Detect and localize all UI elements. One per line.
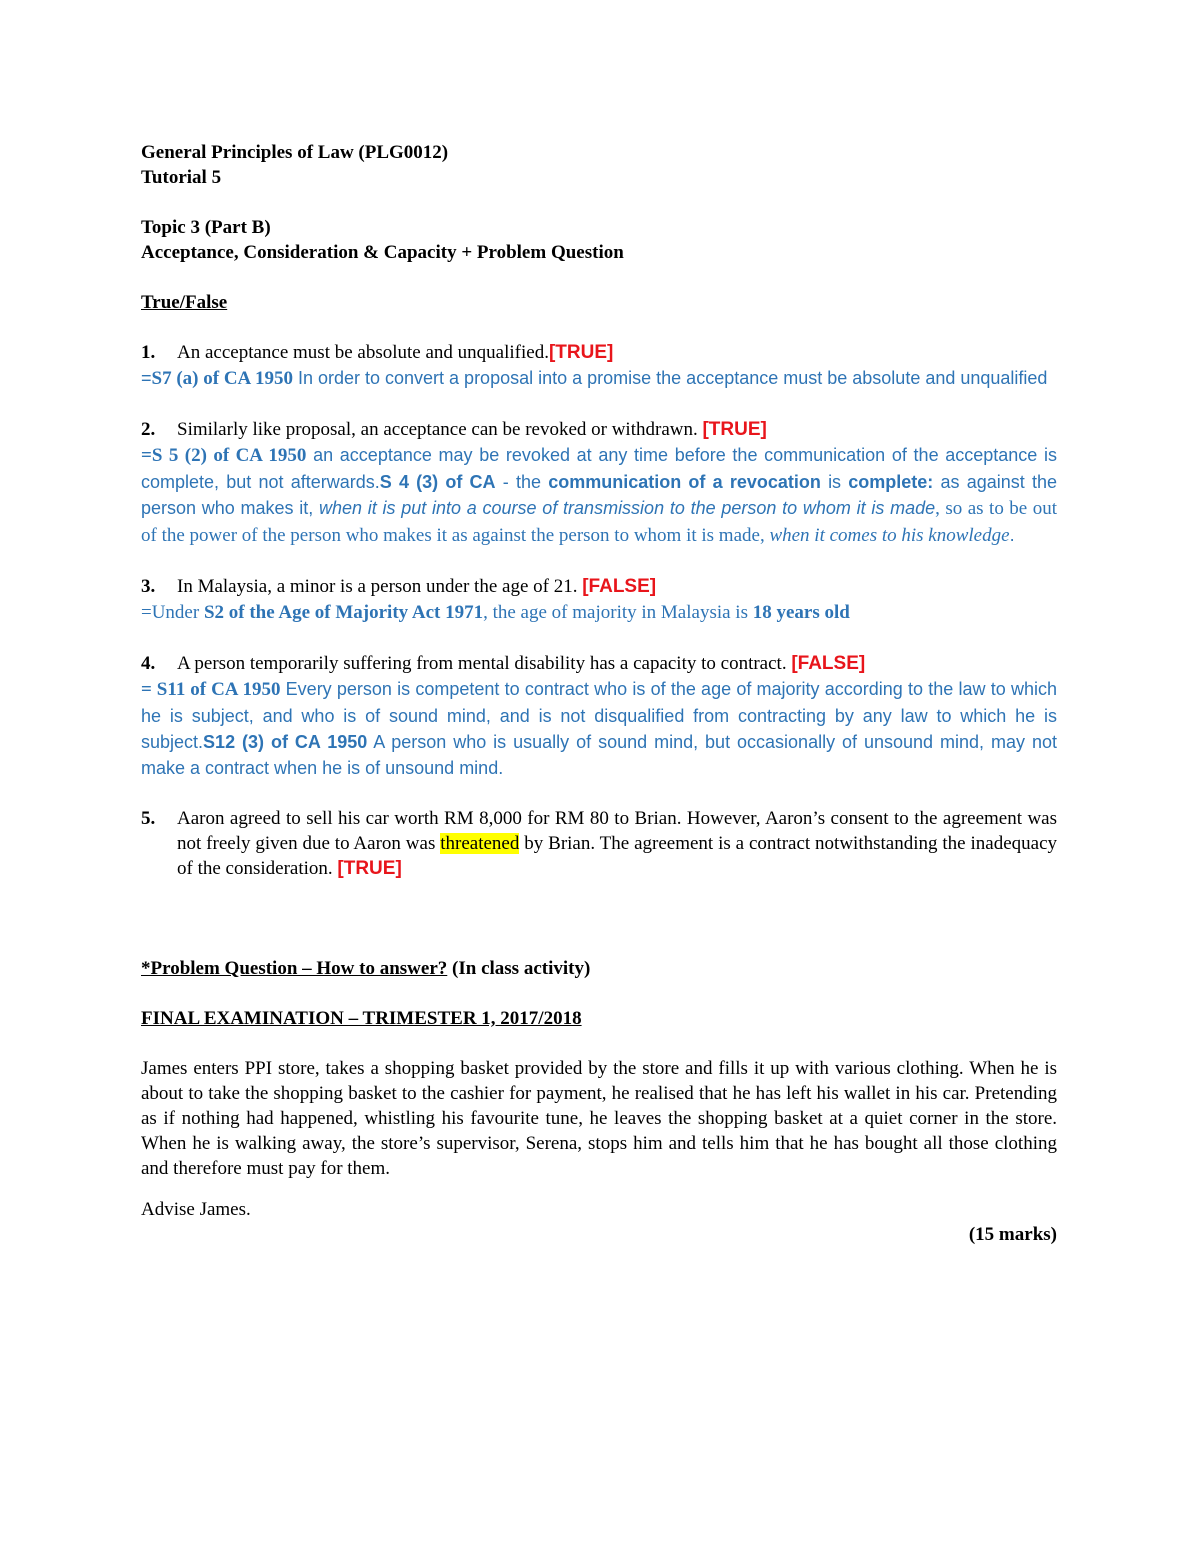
document-page bbox=[141, 140, 1057, 1247]
topic-subtitle: Acceptance, Consideration & Capacity + Problem Question bbox=[141, 242, 624, 263]
section-title: True/False bbox=[141, 292, 228, 313]
question-4 bbox=[141, 651, 1057, 676]
verdict: [FALSE] bbox=[791, 653, 866, 674]
verdict: [TRUE] bbox=[548, 342, 614, 363]
problem-body: James enters PPI store, takes a shopping basket provided by the store and fills it up with various clothing. When he is about to take the shopping basket to the cashier for payment, he realised that he has left his wallet in his car. Pretending as if nothing had happened, whistling his favourite tune, he leaves the shopping basket at a quiet corner in the store. When he is walking away, the store’s supervisor, Serena, stops him and tells him that he has bought all those clothing and therefore must pay for them. bbox=[141, 1058, 1057, 1179]
question-text: Similarly like proposal, an acceptance can be revoked or withdrawn. [TRUE] bbox=[177, 419, 767, 440]
answer-1: =S7 (a) of CA 1950 In order to convert a proposal into a promise the acceptance must be absolute and unqualified bbox=[141, 368, 1048, 389]
question-number: 5. bbox=[141, 808, 156, 829]
question-number: 3. bbox=[141, 576, 156, 597]
question-text: An acceptance must be absolute and unqualified.[TRUE] bbox=[177, 342, 614, 363]
question-3 bbox=[141, 574, 1057, 599]
marks-label: (15 marks) bbox=[968, 1224, 1057, 1245]
answer-3: =Under S2 of the Age of Majority Act 1971, the age of majority in Malaysia is 18 years old bbox=[141, 602, 850, 623]
question-text: In Malaysia, a minor is a person under the age of 21. [FALSE] bbox=[177, 576, 657, 597]
statute-reference: S7 (a) of CA 1950 bbox=[151, 368, 293, 389]
statute-reference: S2 of the Age of Majority Act 1971 bbox=[203, 602, 484, 623]
question-number: 1. bbox=[141, 342, 156, 363]
statute-reference: S12 (3) of CA 1950 bbox=[203, 732, 368, 752]
statute-reference: S11 of CA 1950 bbox=[156, 679, 281, 700]
question-text: Aaron agreed to sell his car worth RM 8,000 for RM 80 to Brian. However, Aaron’s consent to the agreement was not freely given due to Aaron was threatened by Brian. The agreement is a contract notwithstanding the inadequacy of the consideration. [TRUE] bbox=[177, 808, 1058, 879]
question-text: A person temporarily suffering from mental disability has a capacity to contract. [FALSE] bbox=[177, 653, 866, 674]
verdict: [FALSE] bbox=[582, 576, 657, 597]
verdict: [TRUE] bbox=[702, 419, 767, 440]
question-number: 2. bbox=[141, 419, 156, 440]
question-5 bbox=[141, 806, 1057, 881]
tutorial-number: Tutorial 5 bbox=[141, 167, 222, 188]
question-number: 4. bbox=[141, 653, 156, 674]
topic-title: Topic 3 (Part B) bbox=[141, 217, 271, 238]
course-title: General Principles of Law (PLG0012) bbox=[141, 142, 449, 163]
problem-heading: *Problem Question – How to answer? (In class activity) bbox=[141, 958, 591, 979]
statute-reference: S 5 (2) of CA 1950 bbox=[151, 445, 307, 466]
answer-4: = S11 of CA 1950 Every person is competent to contract who is of the age of majority according to the law to which he is subject, and who is of sound mind, and is not disqualified from contracting by any law to which he is subject.S12 (3) of CA 1950 A person who is usually of sound mind, but occasionally of unsound mind, may not make a contract when he is of unsound mind. bbox=[141, 679, 1057, 778]
question-1 bbox=[141, 340, 1057, 365]
highlighted-word: threatened bbox=[440, 833, 520, 854]
exam-title: FINAL EXAMINATION – TRIMESTER 1, 2017/2018 bbox=[141, 1008, 582, 1029]
statute-reference: S 4 (3) of CA bbox=[379, 472, 496, 492]
verdict: [TRUE] bbox=[337, 858, 402, 879]
answer-2: =S 5 (2) of CA 1950 an acceptance may be revoked at any time before the communication of the acceptance is complete, but not afterwards.S 4 (3) of CA - the communication of a revocation is complete: as against the person who makes it, when it is put into a course of transmission to the person to whom it is made, so as to be out of the power of the person who makes it as against the person to whom it is made, when it comes to his knowledge. bbox=[141, 445, 1058, 546]
problem-instruction: Advise James. bbox=[141, 1199, 251, 1220]
question-2 bbox=[141, 417, 1057, 442]
